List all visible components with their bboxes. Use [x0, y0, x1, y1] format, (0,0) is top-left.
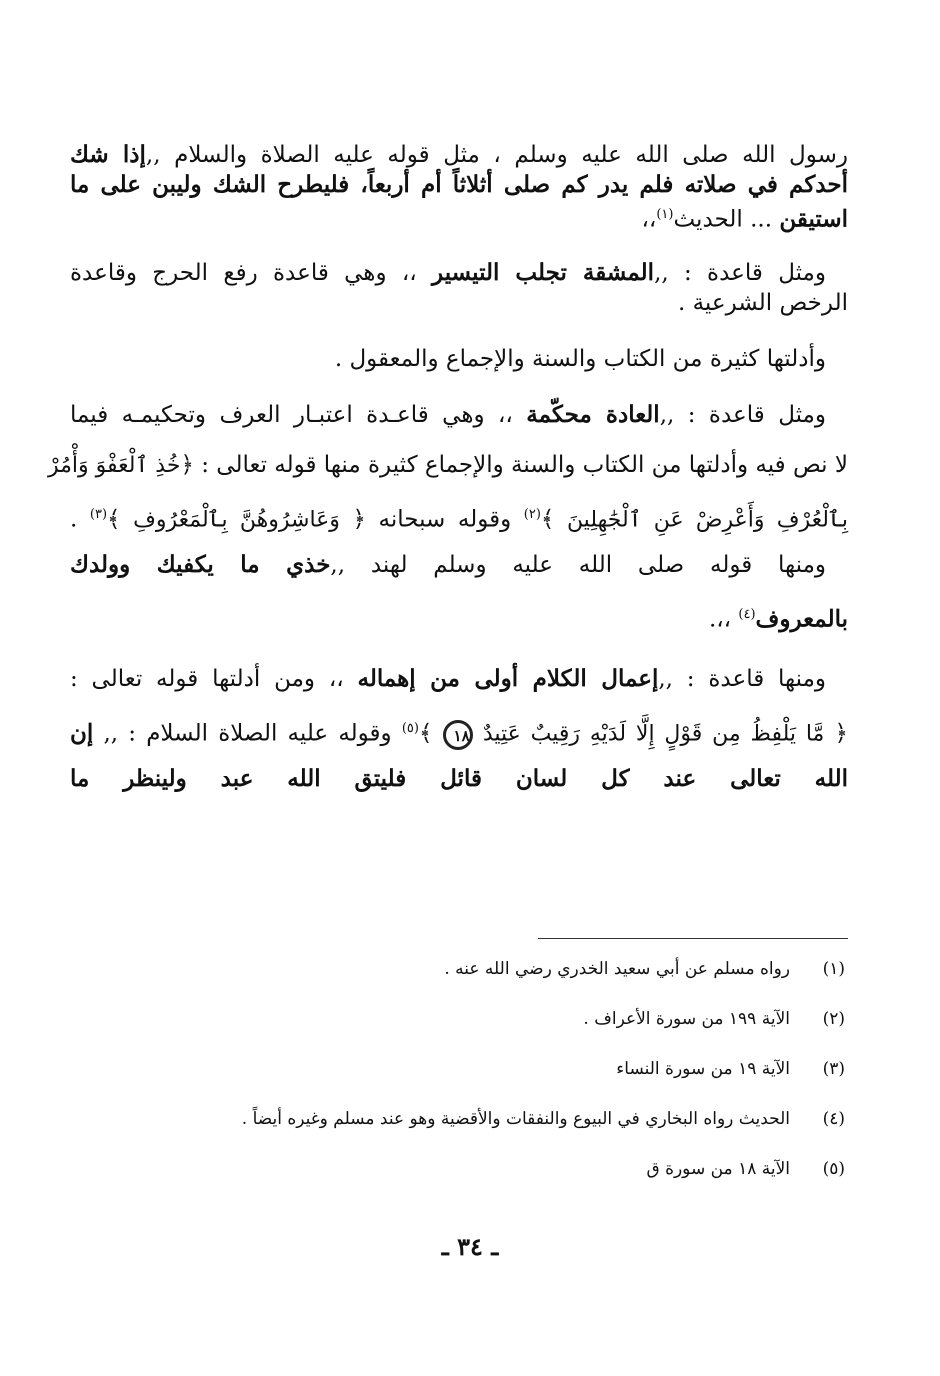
page-number: ـ ٣٤ ـ: [441, 1232, 499, 1261]
footnote-item: [70, 1006, 845, 1032]
text-line: لا نص فيه وأدلتها من الكتاب والسنة والإجماع كثيرة منها قوله تعالى : ﴿خُذِ ٱلْعَفْوَ وَأْمُرْ: [47, 452, 848, 478]
footnote-text: الآية ١٩ من سورة النساء: [616, 1059, 790, 1079]
footnote-item: [70, 1156, 845, 1182]
footnote-number: (٢): [822, 1009, 845, 1029]
main-text: [47, 140, 849, 794]
text-line: ﴿ مَّا يَلْفِظُ مِن قَوْلٍ إِلَّا لَدَيْهِ رَقِيبٌ عَتِيدٌ ١٨ ﴾$^{(٥)}$ وقوله عليه الصلاة السلام : ,, إن: [70, 714, 848, 744]
quran-verse: بِٱلْعُرْفِ وَأَعْرِضْ عَنِ ٱلْجَٰهِلِينَ: [566, 507, 849, 533]
quran-verse: مَّا يَلْفِظُ مِن قَوْلٍ إِلَّا لَدَيْهِ رَقِيبٌ عَتِيدٌ: [482, 721, 825, 747]
text-line: الله تعالى عند كل لسان قائل فليتق الله عبد ولينظر ما: [70, 765, 848, 792]
footnote-number: (٣): [822, 1059, 845, 1079]
footnote-divider: [538, 938, 848, 939]
footnotes: [70, 956, 845, 1206]
footnote-number: (٥): [822, 1159, 845, 1179]
footnote-text: الآية ١٩٩ من سورة الأعراف .: [583, 1009, 790, 1029]
footnote-item: [70, 1106, 845, 1132]
text-line: رسول الله صلى الله عليه وسلم ، مثل قوله عليه الصلاة والسلام ,,إذا شك: [70, 141, 848, 168]
quran-verse: وَعَاشِرُوهُنَّ بِٱلْمَعْرُوفِ: [133, 507, 340, 533]
footnote-text: الآية ١٨ من سورة ق: [646, 1159, 790, 1179]
text-line: أحدكم في صلاته فلم يدر كم صلى أثلاثاً أم أربعاً، فليطرح الشك وليبن على ما: [70, 171, 848, 198]
text-line: ومنها قاعدة : ,,إعمال الكلام أولى من إهماله ،، ومن أدلتها قوله تعالى :: [70, 665, 826, 692]
text-line: الرخص الشرعية .: [677, 290, 848, 316]
footnote-item: [70, 1056, 845, 1082]
text-line: بالمعروف$^{(٤)}$ ،،.: [708, 605, 848, 633]
footnote-text: رواه مسلم عن أبي سعيد الخدري رضي الله عنه .: [444, 959, 790, 979]
footnote-text: الحديث رواه البخاري في البيوع والنفقات والأقضية وهو عند مسلم وغيره أيضاً .: [241, 1109, 790, 1129]
footnote-number: (١): [822, 959, 845, 979]
text-line: بِٱلْعُرْفِ وَأَعْرِضْ عَنِ ٱلْجَٰهِلِينَ ﴾$^{(٢)}$ وقوله سبحانه ﴿ وَعَاشِرُوهُنَّ بِٱلْمَعْرُوفِ ﴾$^{(٣)}$ .: [70, 506, 849, 533]
text-line: استيقن ... الحديث$^{(١)}$،،: [641, 205, 848, 233]
ayah-number-marker: ١٨: [443, 720, 473, 750]
quran-verse: خُذِ ٱلْعَفْوَ وَأْمُرْ: [47, 453, 181, 478]
footnote-item: [70, 956, 845, 982]
text-line: ومنها قوله صلى الله عليه وسلم لهند ,,خذي ما يكفيك وولدك: [70, 551, 826, 578]
footnote-number: (٤): [822, 1109, 845, 1129]
text-line: ومثل قاعدة : ,,العادة محكّمة ،، وهي قاعـدة اعتبـار العرف وتحكيمـه فيما: [70, 401, 826, 428]
text-line: ومثل قاعدة : ,,المشقة تجلب التيسير ،، وهي قاعدة رفع الحرج وقاعدة: [70, 259, 826, 286]
text-line: وأدلتها كثيرة من الكتاب والسنة والإجماع والمعقول .: [334, 346, 826, 372]
